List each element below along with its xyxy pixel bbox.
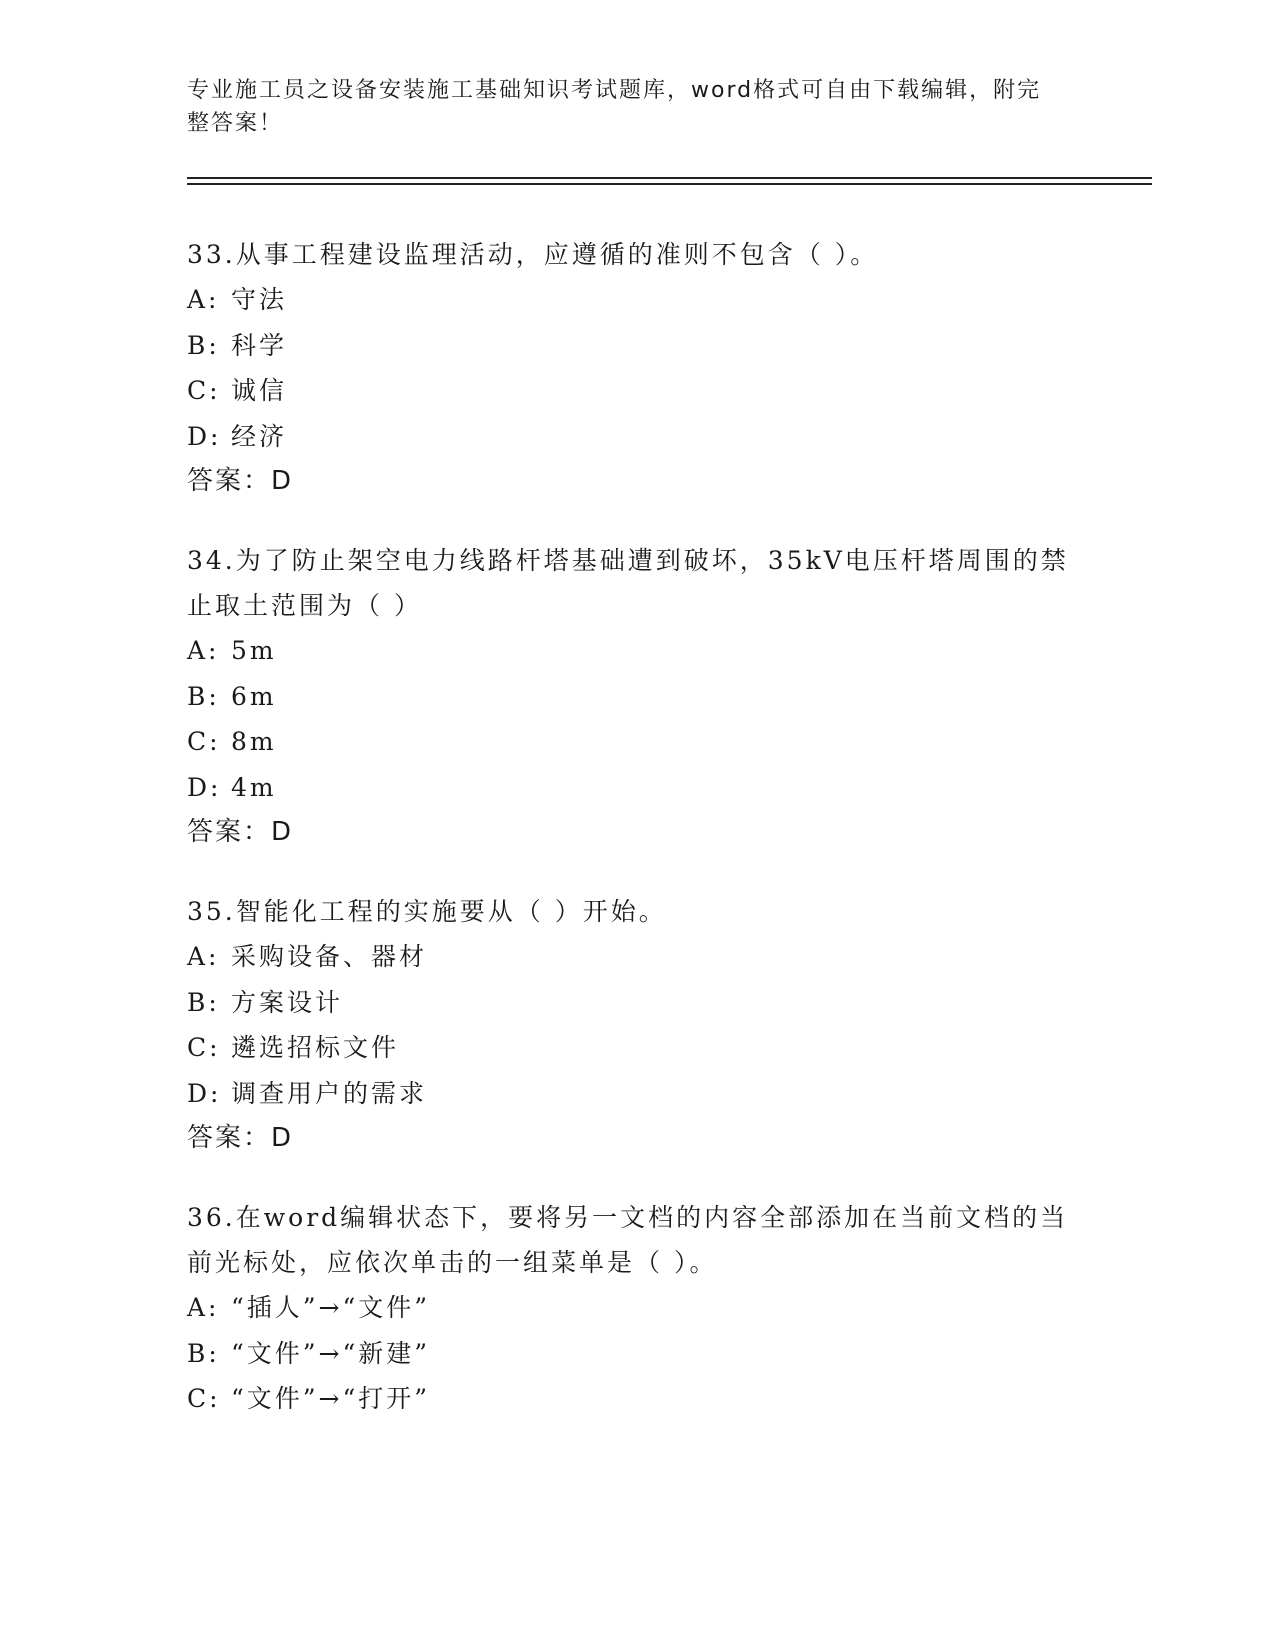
question-text: 34.为了防止架空电力线路杆塔基础遭到破坏，35kV电压杆塔周围的禁止取土范围为（ ） [187,546,1069,620]
option-text: “文件”→“新建” [231,1338,431,1368]
option-letter: D: [187,421,222,451]
option-text: 6m [231,681,277,711]
option-text: 4m [231,772,277,802]
option-c [187,1376,1087,1422]
question-33 [187,232,1087,504]
option-letter: A: [187,285,220,314]
option-a [187,1285,1087,1331]
option-text: 5m [231,636,277,665]
option-letter: C: [187,727,221,756]
header-divider-bottom [187,183,1152,185]
question-text: 36.在word编辑状态下，要将另一文档的内容全部添加在当前文档的当前光标处，应依次单击的一组菜单是（ ）。 [187,1203,1069,1277]
option-letter: A: [187,1293,220,1322]
option-letter: D: [187,772,222,802]
option-letter: B: [187,1338,220,1368]
option-c [187,1025,1087,1071]
option-text: 调查用户的需求 [231,1078,428,1108]
option-text: 采购设备、器材 [231,942,428,971]
document-header [187,74,1067,140]
option-b [187,980,1087,1026]
option-b [187,1331,1087,1377]
option-letter: D: [187,1078,222,1108]
option-text: 经济 [231,421,288,451]
option-text: 科学 [231,330,288,360]
option-letter: A: [187,942,220,971]
option-letter: C: [187,1033,221,1062]
option-text: 8m [231,727,277,756]
option-letter: B: [187,681,220,711]
option-b [187,674,1087,720]
option-a [187,934,1087,980]
answer-line: 答案：D [187,817,294,847]
option-c [187,719,1087,765]
option-letter: A: [187,636,220,665]
option-a [187,628,1087,674]
option-a [187,277,1087,323]
option-text: 遴选招标文件 [231,1033,400,1062]
option-text: 守法 [231,285,288,314]
option-d [187,765,1087,811]
question-36 [187,1195,1087,1422]
answer-line: 答案：D [187,466,294,496]
question-list [187,232,1087,1456]
header-line-1: 专业施工员之设备安装施工基础知识考试题库，word格式可自由下载编辑，附完 [187,78,1042,103]
header-line-2: 整答案！ [187,111,284,136]
option-letter: B: [187,987,220,1017]
option-text: 方案设计 [231,987,344,1017]
answer-line: 答案：D [187,1123,294,1153]
option-text: 诚信 [231,376,288,405]
option-letter: B: [187,330,220,360]
option-d [187,414,1087,460]
option-text: “文件”→“打开” [231,1384,431,1413]
question-34 [187,538,1087,855]
option-c [187,368,1087,414]
question-text: 33.从事工程建设监理活动，应遵循的准则不包含（ ）。 [187,240,879,269]
header-divider-top [187,177,1152,179]
option-b [187,323,1087,369]
option-d [187,1071,1087,1117]
option-text: “插人”→“文件” [231,1293,431,1322]
question-text: 35.智能化工程的实施要从（ ）开始。 [187,897,667,926]
option-letter: C: [187,376,221,405]
option-letter: C: [187,1384,221,1413]
question-35 [187,889,1087,1161]
